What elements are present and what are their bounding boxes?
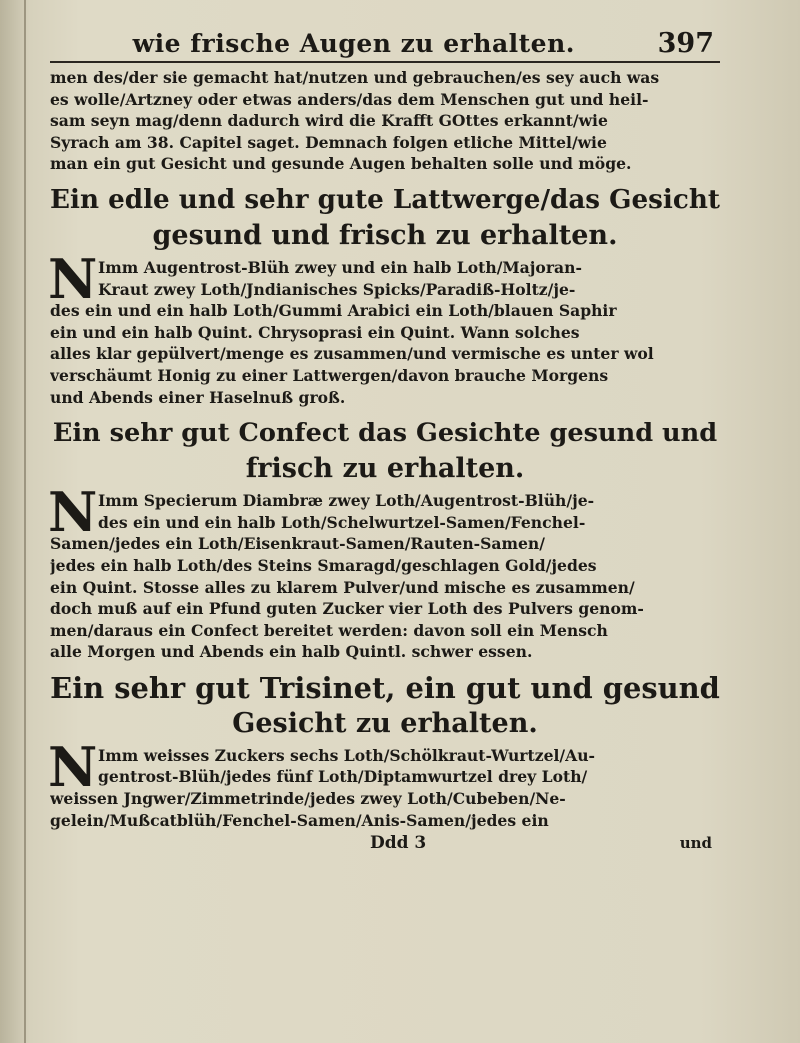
page-footer xyxy=(50,833,720,853)
heading-line: frisch zu erhalten. xyxy=(245,453,525,485)
section-heading xyxy=(50,181,720,253)
running-head xyxy=(50,28,720,63)
text-line: Imm weisses Zuckers sechs Loth/Schölkraut-Wurtzel/Au- xyxy=(98,745,596,765)
section-heading xyxy=(50,669,720,741)
text-line: jedes ein halb Loth/des Steins Smaragd/geschlagen Gold/jedes xyxy=(50,555,597,575)
text-line: men des/der sie gemacht hat/nutzen und gebrauchen/es sey auch was xyxy=(50,68,660,87)
text-line: Kraut zwey Loth/Jndianisches Spicks/Paradiß-Holtz/je- xyxy=(98,279,576,299)
text-line: sam seyn mag/denn dadurch wird die Krafft GOttes erkannt/wie xyxy=(50,111,608,131)
drop-initial: N xyxy=(48,246,98,311)
page-number: 397 xyxy=(657,28,714,59)
heading-line: Ein sehr gut Confect das Gesichte gesund und xyxy=(52,418,718,449)
heading-line: Ein sehr gut Trisinet, ein gut und gesund xyxy=(50,670,720,705)
running-title: wie frische Augen zu erhalten. xyxy=(132,29,575,58)
text-line: des ein und ein halb Loth/Gummi Arabici ein Loth/blauen Saphir xyxy=(50,301,617,321)
text-line: ein und ein halb Quint. Chrysoprasi ein Quint. Wann solches xyxy=(50,322,580,342)
text-line: alle Morgen und Abends ein halb Quintl. schwer essen. xyxy=(50,642,533,662)
text-line: Syrach am 38. Capitel saget. Demnach folgen etliche Mittel/wie xyxy=(50,132,607,152)
recipe-paragraph xyxy=(48,734,720,831)
text-line: men/daraus ein Confect bereitet werden: davon soll ein Mensch xyxy=(50,620,608,640)
text-line: alles klar gepülvert/menge es zusammen/und vermische es unter wol xyxy=(50,344,654,364)
section-heading xyxy=(50,414,720,486)
drop-initial: N xyxy=(48,734,98,799)
text-line: gelein/Mußcatblüh/Fenchel-Samen/Anis-Samen/jedes ein xyxy=(50,810,549,830)
binding-gutter xyxy=(24,0,26,1043)
intro-paragraph xyxy=(50,67,720,175)
heading-line: gesund und frisch zu erhalten. xyxy=(152,219,618,251)
text-line: Imm Specierum Diambræ zwey Loth/Augentrost-Blüh/je- xyxy=(98,491,595,511)
catchword: und xyxy=(679,834,712,853)
recipe-block xyxy=(48,480,720,663)
recipe-block xyxy=(48,734,720,831)
heading-line: Gesicht zu erhalten. xyxy=(232,707,538,739)
text-line: doch muß auf ein Pfund guten Zucker vier Loth des Pulvers genom- xyxy=(50,599,644,619)
drop-initial: N xyxy=(48,480,98,545)
text-line: es wolle/Artzney oder etwas anders/das dem Menschen gut und heil- xyxy=(50,89,649,109)
recipe-paragraph xyxy=(48,480,720,663)
text-line: und Abends einer Haselnuß groß. xyxy=(50,387,346,407)
signature-mark: Ddd 3 xyxy=(370,833,427,854)
text-line: verschäumt Honig zu einer Lattwergen/davon brauche Morgens xyxy=(50,365,609,385)
text-line: ein Quint. Stosse alles zu klarem Pulver/und mische es zusammen/ xyxy=(50,577,635,597)
text-line: gentrost-Blüh/jedes fünf Loth/Diptamwurtzel drey Loth/ xyxy=(98,767,588,787)
recipe-paragraph xyxy=(48,246,720,408)
text-line: weissen Jngwer/Zimmetrinde/jedes zwey Loth/Cubeben/Ne- xyxy=(50,789,566,809)
page-content xyxy=(50,28,720,853)
text-line: Samen/jedes ein Loth/Eisenkraut-Samen/Rauten-Samen/ xyxy=(50,534,545,554)
text-line: man ein gut Gesicht und gesunde Augen behalten solle und möge. xyxy=(50,154,632,174)
text-line: des ein und ein halb Loth/Schelwurtzel-Samen/Fenchel- xyxy=(98,512,586,532)
recipe-block xyxy=(48,246,720,408)
text-line: Imm Augentrost-Blüh zwey und ein halb Loth/Majoran- xyxy=(98,257,582,277)
heading-line: Ein edle und sehr gute Lattwerge/das Gesicht xyxy=(50,183,720,215)
